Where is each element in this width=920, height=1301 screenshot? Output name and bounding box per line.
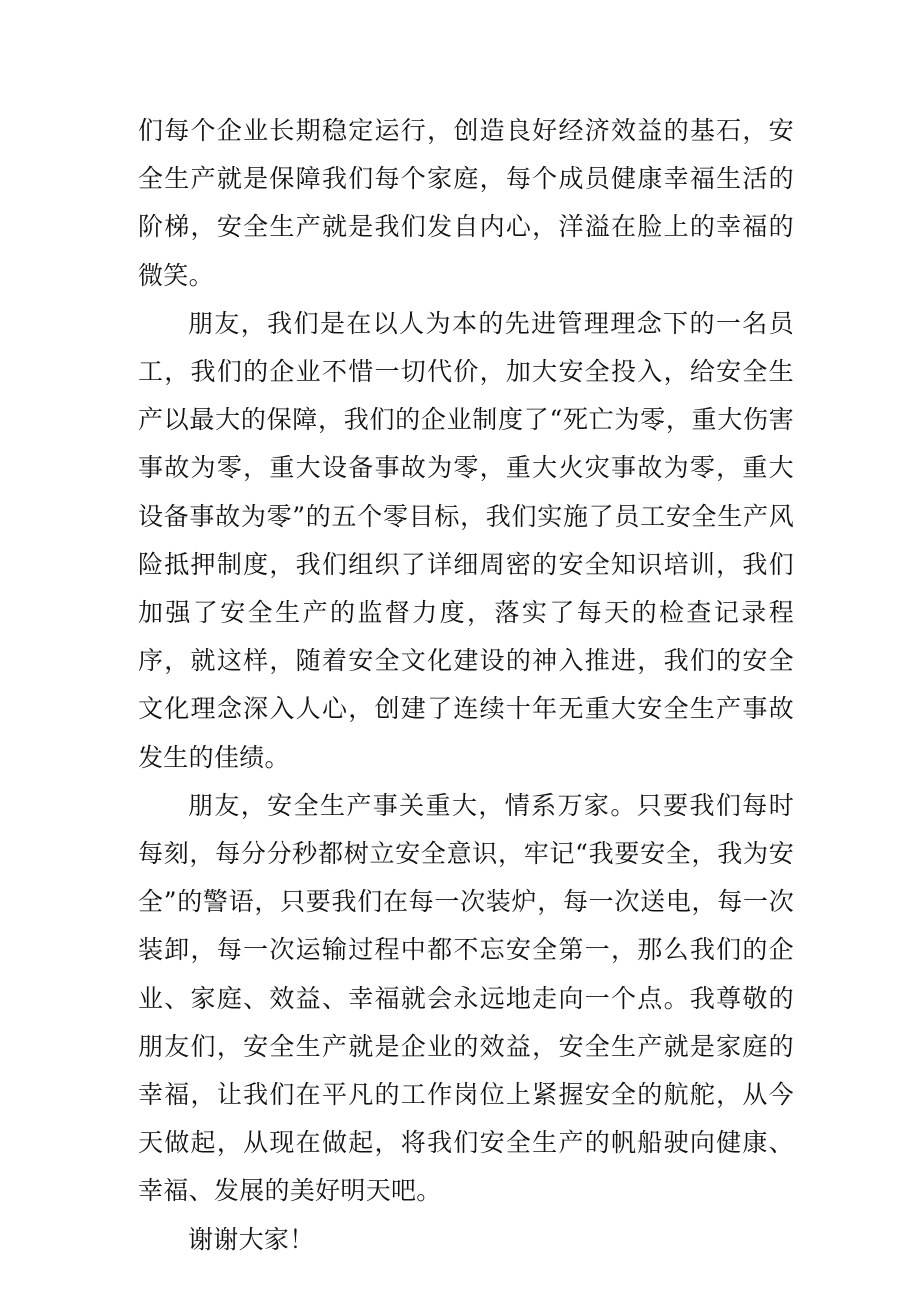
paragraph-continuation: 们每个企业长期稳定运行，创造良好经济效益的基石，安全生产就是保障我们每个家庭，每个成员健康幸福生活的阶梯，安全生产就是我们发自内心，洋溢在脸上的幸福的微笑。 (138, 116, 794, 290)
paragraph-safety-management: 朋友，我们是在以人为本的先进管理理念下的一名员工，我们的企业不惜一切代价，加大安全投入，给安全生产以最大的保障，我们的企业制度了“死亡为零，重大伤害事故为零，重大设备事故为零，重大火灾事故为零，重大设备事故为零”的五个零目标，我们实施了员工安全生产风险抵押制度，我们组织了详细周密的安全知识培训，我们加强了安全生产的监督力度，落实了每天的检查记录程序，就这样，随着安全文化建设的神入推进，我们的安全文化理念深入人心，创建了连续十年无重大安全生产事故发生的佳绩。 (138, 308, 794, 772)
document-body (138, 107, 794, 1264)
paragraph-closing-thanks: 谢谢大家！ (188, 1224, 315, 1254)
paragraph-safety-awareness: 朋友，安全生产事关重大，情系万家。只要我们每时每刻，每分分秒都树立安全意识，牢记“我要安全，我为安全”的警语，只要我们在每一次装炉，每一次送电，每一次装卸，每一次运输过程中都不忘安全第一，那么我们的企业、家庭、效益、幸福就会永远地走向一个点。我尊敬的朋友们，安全生产就是企业的效益，安全生产就是家庭的幸福，让我们在平凡的工作岗位上紧握安全的航舵，从今天做起，从现在做起，将我们安全生产的帆船驶向健康、幸福、发展的美好明天吧。 (138, 790, 794, 1206)
